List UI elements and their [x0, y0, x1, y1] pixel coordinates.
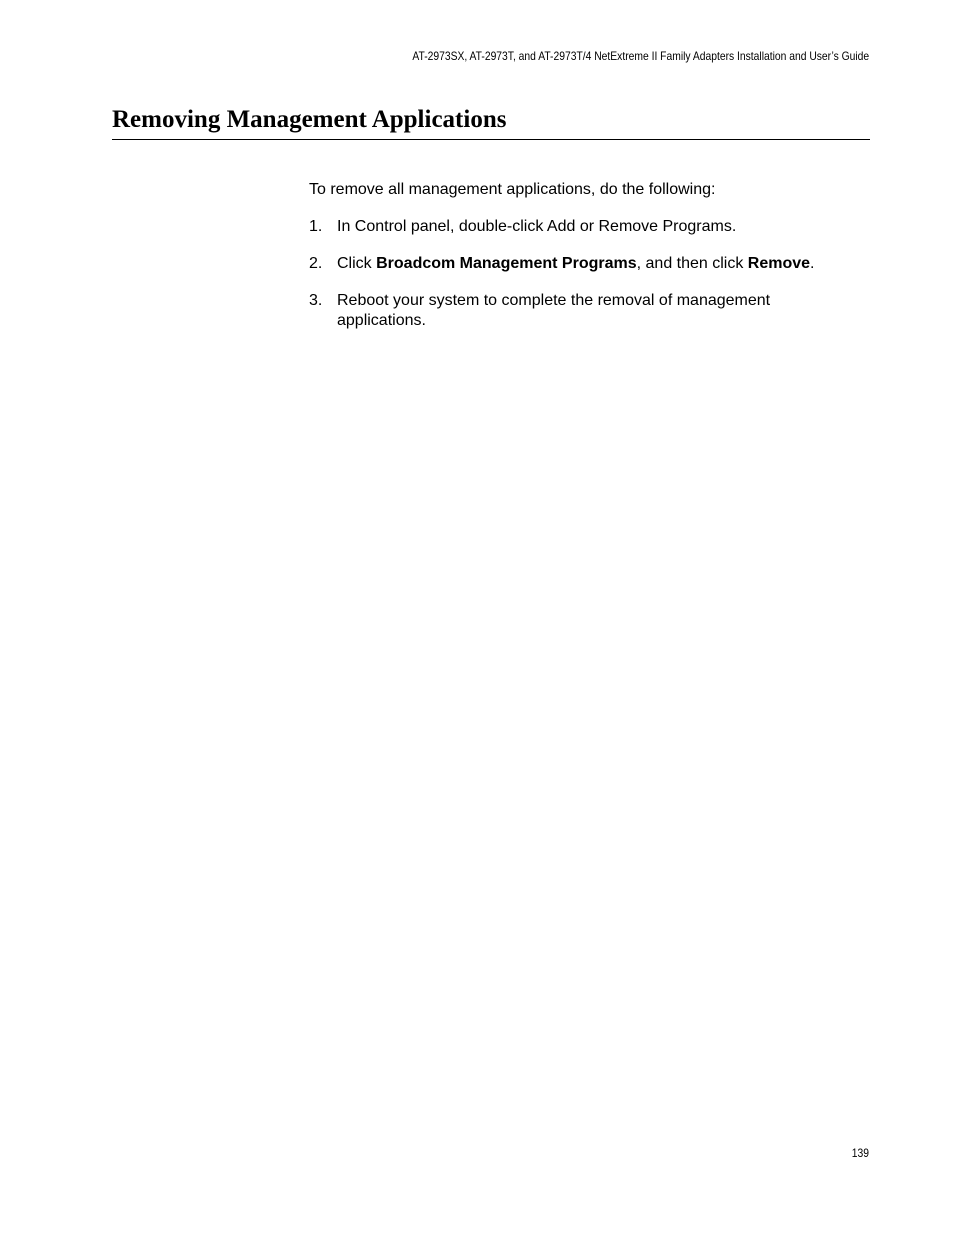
remove-emphasis: Remove — [747, 255, 811, 272]
steps-list — [309, 217, 869, 331]
step-text-prefix: Click — [337, 255, 377, 272]
step-text — [337, 254, 817, 274]
step-number: 2. — [309, 255, 323, 272]
step-text: Reboot your system to complete the removal of management applications. — [337, 292, 771, 329]
body-text — [309, 180, 869, 348]
step-text-middle: , and then click — [636, 255, 748, 272]
step-text-suffix: . — [810, 255, 815, 272]
title-rule — [112, 139, 870, 140]
step-text: In Control panel, double-click Add or Remove Programs. — [337, 218, 737, 235]
step-number: 3. — [309, 292, 323, 309]
step-item-3 — [309, 291, 869, 331]
page-number: 139 — [851, 1146, 869, 1160]
program-name-emphasis: Broadcom Management Programs — [376, 255, 637, 272]
intro-paragraph: To remove all management applications, do the following: — [309, 181, 716, 198]
step-item-2 — [309, 254, 869, 274]
step-number: 1. — [309, 218, 323, 235]
step-item-1 — [309, 217, 869, 237]
section-title: Removing Management Applications — [112, 106, 507, 133]
running-header: AT-2973SX, AT-2973T, and AT-2973T/4 NetExtreme II Family Adapters Installation and User’s Guide — [412, 49, 869, 63]
